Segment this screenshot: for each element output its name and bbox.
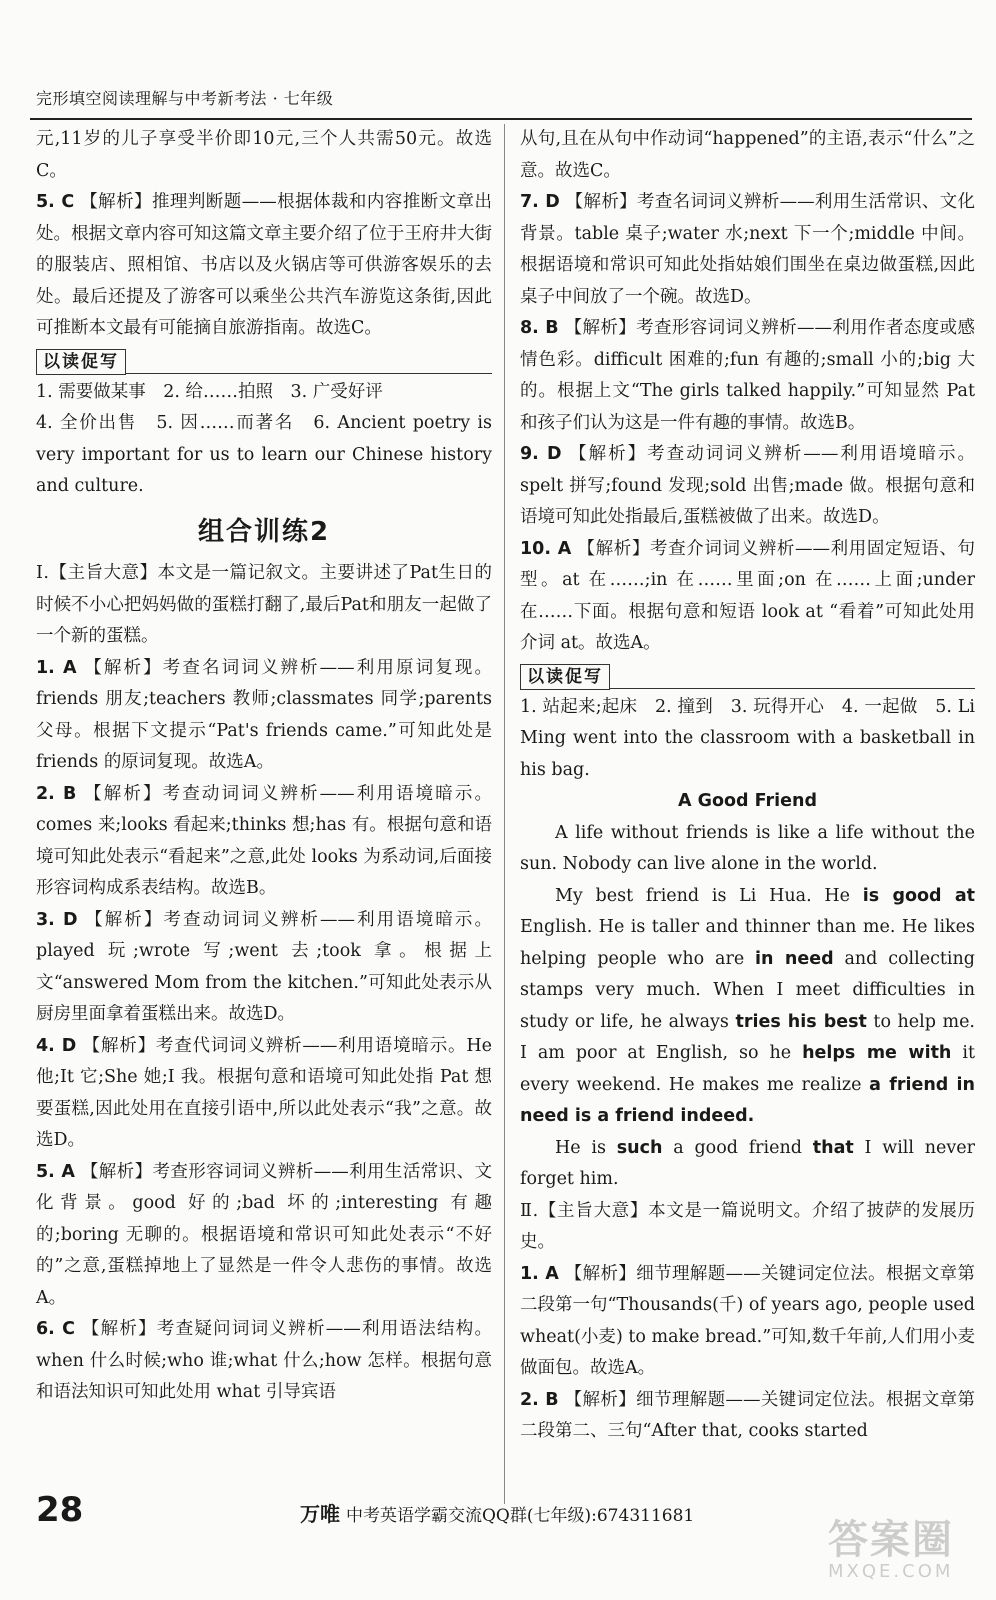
- answer-number: 10. A: [520, 538, 572, 559]
- answer-text: 【解析】考查疑问词词义辨析——利用语法结构。when 什么时候;who 谁;what 什么;how 怎样。根据句意和语法知识可知此处用 what 引导宾语: [36, 1319, 492, 1402]
- right-column: [520, 124, 975, 1448]
- answer-number: 4. D: [36, 1035, 77, 1056]
- answer-text: 【解析】考查动词词义辨析——利用语境暗示。played 玩;wrote 写;went 去;took 拿。根据上文“answered Mom from the kitchen.”可知此处表示从厨房里面拿着蛋糕出来。故选D。: [36, 909, 492, 1024]
- essay-text: to help me. I am poor at English, so he: [520, 1011, 975, 1063]
- header-rule: [30, 118, 972, 120]
- answer-number: 9. D: [520, 444, 562, 464]
- main-idea: Ⅱ.【主旨大意】本文是一篇说明文。介绍了披萨的发展历史。: [520, 1200, 975, 1252]
- answer-number: 1. A: [36, 657, 77, 678]
- answer-number: 6. C: [36, 1319, 76, 1339]
- essay-keyword: in need: [755, 948, 834, 969]
- essay-text: English. He is taller and thinner than me. He likes helping people who are: [520, 917, 975, 969]
- answer-item: [36, 1314, 492, 1409]
- answer-number: 7. D: [520, 192, 560, 212]
- essay-paragraph: [520, 881, 975, 1133]
- essay-text: and collecting stamps very much. When I meet difficulties in study or life, he always: [520, 948, 975, 1032]
- watermark-line2: MXQE.COM: [828, 1561, 954, 1582]
- essay-keyword: that: [812, 1137, 854, 1158]
- essay-paragraph: [520, 1133, 975, 1196]
- read-write-answers: 1. 站起来;起床 2. 撞到 3. 玩得开心 4. 一起做 5. Li Ming went into the classroom with a basketball in his bag.: [520, 696, 975, 780]
- read-write-answers: 4. 全价出售 5. 因……而著名 6. Ancient poetry is very important for us to learn our Chinese history and culture.: [36, 413, 492, 496]
- group-title: 组合训练2: [197, 516, 331, 547]
- answer-item: [520, 439, 975, 534]
- answer-text: 【解析】考查形容词词义辨析——利用作者态度或感情色彩。difficult 困难的;fun 有趣的;small 小的;big 大的。根据上文“The girls talked happily.”可知显然 Pat 和孩子们认为这是一件有趣的事情。故选B。: [520, 318, 975, 433]
- answer-text: 【解析】考查介词词义辨析——利用固定短语、句型。at 在……;in 在……里面;on 在……上面;under 在……下面。根据句意和短语 look at “看着”可知此处用介词 at。故选A。: [520, 538, 975, 653]
- answer-text: 【解析】细节理解题——关键词定位法。根据文章第二段第二、三句“After that, cooks started: [520, 1389, 975, 1441]
- footer-text: [300, 1498, 694, 1527]
- section-heading: [36, 345, 492, 377]
- answer-item: [520, 313, 975, 439]
- essay-text: I will never forget him.: [520, 1137, 975, 1189]
- answer-number: 2. B: [520, 1389, 559, 1410]
- watermark-line1: 答案圈: [828, 1517, 954, 1563]
- answer-item: [36, 653, 492, 779]
- answer-text: 【解析】考查动词词义辨析——利用语境暗示。comes 来;looks 看起来;thinks 想;has 有。根据句意和语境可知此处表示“看起来”之意,此处 looks 为系动词,后面接形容词构成系表结构。故选B。: [36, 783, 492, 898]
- essay-keyword: tries his best: [735, 1011, 867, 1032]
- answer-item: [520, 187, 975, 313]
- essay-text: My best friend is Li Hua. He: [555, 885, 863, 906]
- footer-qq-group: 中考英语学霸交流QQ群(七年级):674311681: [346, 1506, 695, 1526]
- answer-item: [36, 187, 492, 345]
- answer-text: 【解析】考查形容词词义辨析——利用生活常识、文化背景。good 好的;bad 坏的;interesting 有趣的;boring 无聊的。根据语境和常识可知此处表示“不好的”之意,蛋糕掉地上了显然是一件令人悲伤的事情。故选A。: [36, 1161, 492, 1308]
- answer-text: 【解析】考查动词词义辨析——利用语境暗示。spelt 拼写;found 发现;sold 出售;made 做。根据句意和语境可知此处指最后,蛋糕被做了出来。故选D。: [520, 444, 975, 527]
- essay-text: He is: [555, 1137, 617, 1158]
- section-heading: [520, 660, 975, 692]
- brand-logo: 万唯: [300, 1502, 340, 1526]
- essay-text: it every weekend. He makes me realize: [520, 1043, 975, 1095]
- column-divider: [504, 124, 505, 1504]
- read-write-answers: 1. 需要做某事 2. 给……拍照 3. 广受好评: [36, 381, 383, 402]
- answer-continuation: 元,11岁的儿子享受半价即10元,三个人共需50元。故选C。: [36, 129, 492, 181]
- main-idea: Ⅰ.【主旨大意】本文是一篇记叙文。主要讲述了Pat生日的时候不小心把妈妈做的蛋糕打翻了,最后Pat和朋友一起做了一个新的蛋糕。: [36, 563, 492, 646]
- running-header: 完形填空阅读理解与中考新考法 · 七年级: [36, 89, 334, 108]
- essay-keyword: such: [616, 1137, 663, 1158]
- answer-number: 5. C: [36, 192, 75, 212]
- section-label: 以读促写: [520, 664, 610, 690]
- answer-item: [36, 1031, 492, 1157]
- answer-number: 1. A: [520, 1263, 559, 1284]
- answer-number: 2. B: [36, 783, 77, 804]
- answer-item: [36, 779, 492, 905]
- answer-text: 【解析】推理判断题——根据体裁和内容推断文章出处。根据文章内容可知这篇文章主要介绍了位于王府井大街的服装店、照相馆、书店以及火锅店等可供游客娱乐的去处。最后还提及了游客可以乘坐公共汽车游览这条街,因此可推断本文最有可能摘自旅游指南。故选C。: [36, 192, 492, 338]
- answer-item: [520, 1385, 975, 1448]
- section-label: 以读促写: [36, 349, 126, 375]
- watermark: [828, 1508, 978, 1588]
- essay-keyword: helps me with: [802, 1043, 952, 1063]
- essay-text: a good friend: [662, 1137, 813, 1158]
- answer-text: 【解析】细节理解题——关键词定位法。根据文章第二段第一句“Thousands(千) of years ago, people used wheat(小麦) to make bread.”可知,数千年前,人们用小麦做面包。故选A。: [520, 1263, 975, 1378]
- answer-number: 3. D: [36, 909, 78, 930]
- answer-number: 8. B: [520, 318, 559, 338]
- essay-title: A Good Friend: [678, 791, 817, 811]
- answer-text: 【解析】考查名词词义辨析——利用生活常识、文化背景。table 桌子;water 水;next 下一个;middle 中间。根据语境和常识可知此处指姑娘们围坐在桌边做蛋糕,因此桌子中间放了一个碗。故选D。: [520, 192, 975, 307]
- answer-text: 【解析】考查代词词义辨析——利用语境暗示。He 他;It 它;She 她;I 我。根据句意和语境可知此处指 Pat 想要蛋糕,因此处用在直接引语中,所以此处表示“我”之意。故选D。: [36, 1035, 492, 1150]
- answer-item: [520, 1259, 975, 1385]
- essay-keyword: is good at: [862, 885, 976, 906]
- answer-continuation: 从句,且在从句中作动词“happened”的主语,表示“什么”之意。故选C。: [520, 129, 975, 181]
- essay-paragraph: A life without friends is like a life without the sun. Nobody can live alone in the world.: [520, 822, 975, 874]
- page-number: 28: [36, 1490, 84, 1530]
- left-column: [36, 124, 492, 1409]
- answer-item: [36, 1157, 492, 1315]
- answer-text: 【解析】考查名词词义辨析——利用原词复现。friends 朋友;teachers 教师;classmates 同学;parents 父母。根据下文提示“Pat's friends came.”可知此处是 friends 的原词复现。故选A。: [36, 657, 492, 772]
- answer-item: [520, 534, 975, 660]
- answer-item: [36, 905, 492, 1031]
- answer-number: 5. A: [36, 1161, 75, 1182]
- essay-keyword: a friend in need is a friend indeed.: [520, 1074, 975, 1126]
